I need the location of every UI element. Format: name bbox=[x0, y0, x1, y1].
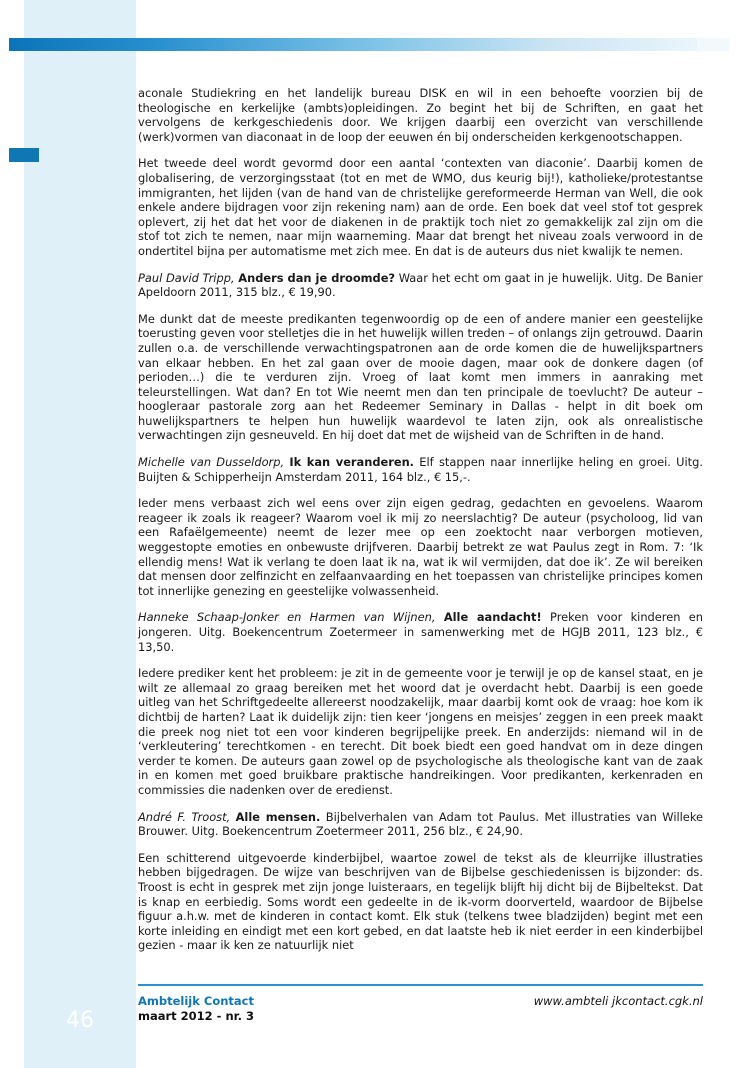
book-reference-2 bbox=[138, 455, 703, 484]
book-details: Waar het echt om gaat in je huwelijk. Uitg. De Banier Apeldoorn 2011, 315 blz., € 19,90. bbox=[138, 270, 703, 300]
footer-divider bbox=[138, 984, 703, 986]
book-title: Alle aandacht! bbox=[443, 610, 542, 625]
paragraph-3: Me dunkt dat de meeste predikanten tegenwoordig op de een of andere manier een geestelijke toerusting geven voor stelletjes die in het huwelijk willen treden – of onlangs zijn getrouwd. Daarin zullen o.a. de verschillende verwachtingspatronen aan de orde komen die de huwelijkspartners van elkaar hebben. En het zal gaan over de mooie dagen, maar ook de donkere dagen (of perioden…) die te verduren zijn. Vroeg of laat komt men immers in aanraking met teleurstellingen. Wat dan? En tot Wie neemt men dan ten principale de toevlucht? De auteur – hoogleraar pastorale zorg aan het Redeemer Seminary in Dallas - helpt in dit boek om huwelijkspartners te helpen hun huwelijk waardevol te laten zijn, ook als onrealistische verwachtingen zijn gesneuveld. En hij doet dat met de wijsheid van de Schriften in de hand. bbox=[138, 311, 703, 443]
paragraph-1: aconale Studiekring en het landelijk bureau DISK en wil in een behoefte voorzien bij de theologische en kerkelijke (ambts)opleidingen. Zo begint het bij de Schriften, en gaat het vervolgens de kerkgeschiedenis door. We krijgen daarbij een overzicht van verschillende (werk)vormen van diaconaat in de loop der eeuwen én bij onderscheiden kerkgenootschappen. bbox=[138, 86, 703, 144]
footer-issue: maart 2012 - nr. 3 bbox=[138, 1009, 255, 1023]
book-details: Bijbelverhalen van Adam tot Paulus. Met illustraties van Willeke Brouwer. Uitg. Boekencentrum Zoetermeer 2011, 256 blz., € 24,90. bbox=[138, 809, 704, 839]
book-title: Ik kan veranderen. bbox=[289, 455, 415, 470]
left-decorative-band bbox=[24, 0, 136, 1068]
book-reference-4 bbox=[138, 810, 703, 839]
book-author: Michelle van Dusseldorp, bbox=[138, 455, 285, 470]
footer-publication: Ambtelijk Contact bbox=[138, 994, 254, 1008]
paragraph-2: Het tweede deel wordt gevormd door een aantal ‘contexten van diaconie’. Daarbij komen de globalisering, de verzorgingsstaat (tot en met de WMO, dus keurig bij!), katholieke/protestantse immigranten, het lijden (van de hand van de christelijke gereformeerde Herman van Well, die ook enkele andere bijdragen voor zijn rekening nam) aan de orde. Een boek dat veel stof tot gesprek oplevert, zij het dat het voor de diakenen in de praktijk toch niet zo gemakkelijk zal zijn om die stof tot zich te nemen, naar mijn waarneming. Maar dat brengt het niveau zoals verwoord in de ondertitel bijna per automatisme met zich mee. En dat is de auteurs dus niet kwalijk te nemen. bbox=[138, 156, 703, 258]
page-number: 46 bbox=[66, 1008, 94, 1033]
book-reference-3 bbox=[138, 610, 703, 654]
article-body bbox=[138, 86, 703, 965]
left-edge-tab bbox=[9, 148, 39, 162]
book-title: Alle mensen. bbox=[235, 809, 321, 824]
top-gradient-bar bbox=[9, 38, 697, 51]
book-author: Hanneke Schaap-Jonker en Harmen van Wijnen, bbox=[138, 610, 436, 625]
book-details: Elf stappen naar innerlijke heling en groei. Uitg. Buijten & Schipperheijn Amsterdam 2011, 164 blz., € 15,-. bbox=[138, 455, 703, 484]
paragraph-4: Ieder mens verbaast zich wel eens over zijn eigen gedrag, gedachten en gevoelens. Waarom reageer ik zoals ik reageer? Waarom voel ik mij zo neerslachtig? De auteur (psycholoog, lid van een Rafaëlgemeente) neemt de lezer mee op een zoektocht naar verborgen motieven, weggestopte emoties en onbewuste drijfveren. Daarbij betrekt ze wat Paulus zegt in Rom. 7: ‘Ik ellendig mens! Wat ik verlang te doen laat ik na, wat ik wil vermijden, dat doe ik’. Ze wil bereiken dat mensen door zelfinzicht en zelfaanvaarding en het toepassen van christelijke principes komen tot innerlijke genezing en geestelijke volwassenheid. bbox=[138, 496, 703, 598]
paragraph-5: Iedere prediker kent het probleem: je zit in de gemeente voor je terwijl je op de kansel staat, en je wilt ze allemaal zo graag bereiken met het woord dat je overdacht hebt. Daarbij is een goede uitleg van het Schriftgedeelte allereerst noodzakelijk, maar daarbij komt ook de vraag: hoe kom ik dichtbij de harten? Laat ik duidelijk zijn: tien keer ‘jongens en meisjes’ zeggen in een preek maakt die preek nog niet tot een voor kinderen begrijpelijke preek. En anderzijds: niemand wil in de ‘verkleutering’ terechtkomen - en terecht. Dit boek biedt een goed handvat om in deze dingen verder te komen. De auteurs gaan zowel op de psychologische als theologische kant van de zaak in en komen met goed bruikbare praktische handreikingen. Voor predikanten, kerkenraden en commissies die nadenken over de eredienst. bbox=[138, 666, 703, 797]
footer-website: www.ambteli jkcontact.cgk.nl bbox=[533, 994, 703, 1008]
paragraph-6: Een schitterend uitgevoerde kinderbijbel, waartoe zowel de tekst als de kleurrijke illustraties hebben bijgedragen. De wijze van beschrijven van de Bijbelse geschiedenissen is bijzonder: ds. Troost is echt in gesprek met zijn jonge luisteraars, en tegelijk blijft hij dicht bij de Bijbeltekst. Dat is knap en eerbiedig. Soms wordt een gedeelte in de ik-vorm doorverteld, waardoor de Bijbelse figuur a.h.w. met de kinderen in contact komt. Elk stuk (telkens twee bladzijden) begint met een korte inleiding en eindigt met een kort gebed, en dat laatste heb ik niet eerder in een kinderbijbel gezien - maar ik ken ze natuurlijk niet bbox=[138, 850, 703, 953]
book-author: Paul David Tripp, bbox=[138, 270, 235, 285]
book-author: André F. Troost, bbox=[138, 809, 231, 824]
book-details: Preken voor kinderen en jongeren. Uitg. Boekencentrum Zoetermeer in samenwerking met de HGJB 2011, 123 blz., € 13,50. bbox=[138, 610, 704, 654]
footer-left bbox=[138, 994, 254, 1024]
book-title: Anders dan je droomde? bbox=[238, 270, 396, 285]
book-reference-1 bbox=[138, 271, 703, 300]
top-bar-cap bbox=[697, 38, 729, 51]
